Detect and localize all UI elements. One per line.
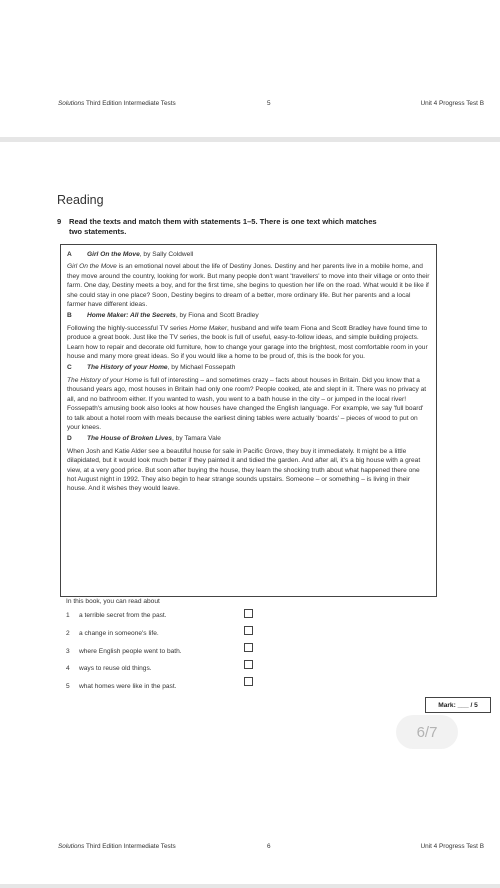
answer-checkbox[interactable]: [244, 660, 253, 669]
footer-unit: Unit 4 Progress Test B: [420, 100, 484, 107]
footer-unit: Unit 4 Progress Test B: [420, 843, 484, 850]
book-title: Girl On the Move: [87, 251, 140, 258]
text-d-header: [67, 434, 430, 443]
footer-page-number: 5: [267, 100, 271, 107]
page-indicator: 6/7: [396, 715, 458, 749]
book-author: , by Michael Fossepath: [167, 364, 236, 372]
statement-item: 1 a terrible secret from the past.: [66, 612, 167, 619]
text-d-body: When Josh and Katie Alder see a beautiful house for sale in Pacific Grove, they buy it immediately. It might be a little dilapidated, but it would look much better if they painted it and tidied the garden. And after all, it's a big house with a great view, at a very good price. But soon after buying the house, they learn the shocking truth about what happened there one hot August night in 1992. They also begin to hear strange sounds upstairs. Someone – or something – is living in their house. And it wishes they would leave.: [67, 447, 421, 493]
answer-checkbox[interactable]: [244, 626, 253, 635]
book-author: , by Tamara Vale: [172, 435, 221, 443]
text-letter: C: [67, 364, 72, 372]
statements-intro: In this book, you can read about: [66, 598, 160, 605]
footer-page-number: 6: [267, 843, 271, 850]
text-c-body: The History of your Home is full of interesting – and sometimes crazy – facts about houses in Britain. Did you know that a thousand years ago, most houses in Britain had only one room? People cooked, ate and slept in it. There was no privacy at all, and no bathroom either. If you wanted to wash, you went to a bath house in the city – or jumped in the local river! Fossepath's amusing book also looks at how houses have changed the English language. For example, we say 'full board' to talk about a hotel room with meals because the earliest dining tables were actually 'boards' – pieces of wood to put on your knees.: [67, 376, 427, 431]
instruction-line-2: two statements.: [69, 226, 127, 236]
book-author: , by Sally Coldwell: [139, 251, 194, 258]
text-b-body: Following the highly-successful TV series Home Maker, husband and wife team Fiona and Scott Bradley have found time to produce a great book. Just like the TV series, the book is full of useful, easy-to-follow ideas, and simple building projects. Learn how to repair and decorate old furniture, how to change your garage into the brightest, most comfortable room in your house and many more great ideas. So if you would like a home to be proud of, this is the book for you.: [67, 324, 428, 361]
answer-checkbox[interactable]: [244, 609, 253, 618]
page-footer: [58, 843, 484, 850]
book-author: , by Fiona and Scott Bradley: [175, 312, 259, 320]
reading-texts-box: [60, 244, 437, 597]
answer-checkbox[interactable]: [244, 677, 253, 686]
answer-checkbox[interactable]: [244, 643, 253, 652]
previous-page: [0, 0, 500, 137]
text-letter: D: [67, 435, 72, 443]
statement-item: 2 a change in someone's life.: [66, 630, 159, 637]
statement-item: 5 what homes were like in the past.: [66, 683, 177, 690]
book-title: The History of your Home: [87, 364, 168, 372]
question-number: 9: [57, 217, 62, 226]
text-a-body: Girl On the Move is an emotional novel about the life of Destiny Jones. Destiny and her parents live in a mobile home, and they move around the country, looking for work. But many people don't want 'travellers' to move into their village or onto their farm. One day, Destiny meets a boy, and for the first time, she begins to question her life on the road. What would it be like if she could stay in one place? Soon, Destiny begins to dream of a better, more ordinary life. But her parents and a local farmer have different ideas.: [67, 263, 430, 309]
page-footer: [58, 100, 484, 107]
footer-book-title: Solutions Third Edition Intermediate Tests: [58, 100, 176, 107]
text-a-header: [67, 250, 430, 259]
statement-item: 3 where English people went to bath.: [66, 648, 182, 655]
question-instruction: [57, 217, 427, 236]
current-page: [0, 142, 500, 884]
book-title: Home Maker: All the Secrets: [87, 312, 176, 320]
statement-item: 4 ways to reuse old things.: [66, 665, 152, 672]
book-title: The House of Broken Lives: [87, 435, 173, 443]
mark-box: Mark: ___ / 5: [425, 697, 491, 713]
footer-book-title: Solutions Third Edition Intermediate Tests: [58, 843, 176, 850]
text-letter: B: [67, 312, 72, 320]
section-heading: Reading: [57, 193, 104, 207]
text-letter: A: [67, 251, 72, 258]
text-b-header: [67, 311, 430, 320]
instruction-line-1: Read the texts and match them with statements 1–5. There is one text which matches: [69, 217, 377, 226]
text-c-header: [67, 363, 430, 372]
